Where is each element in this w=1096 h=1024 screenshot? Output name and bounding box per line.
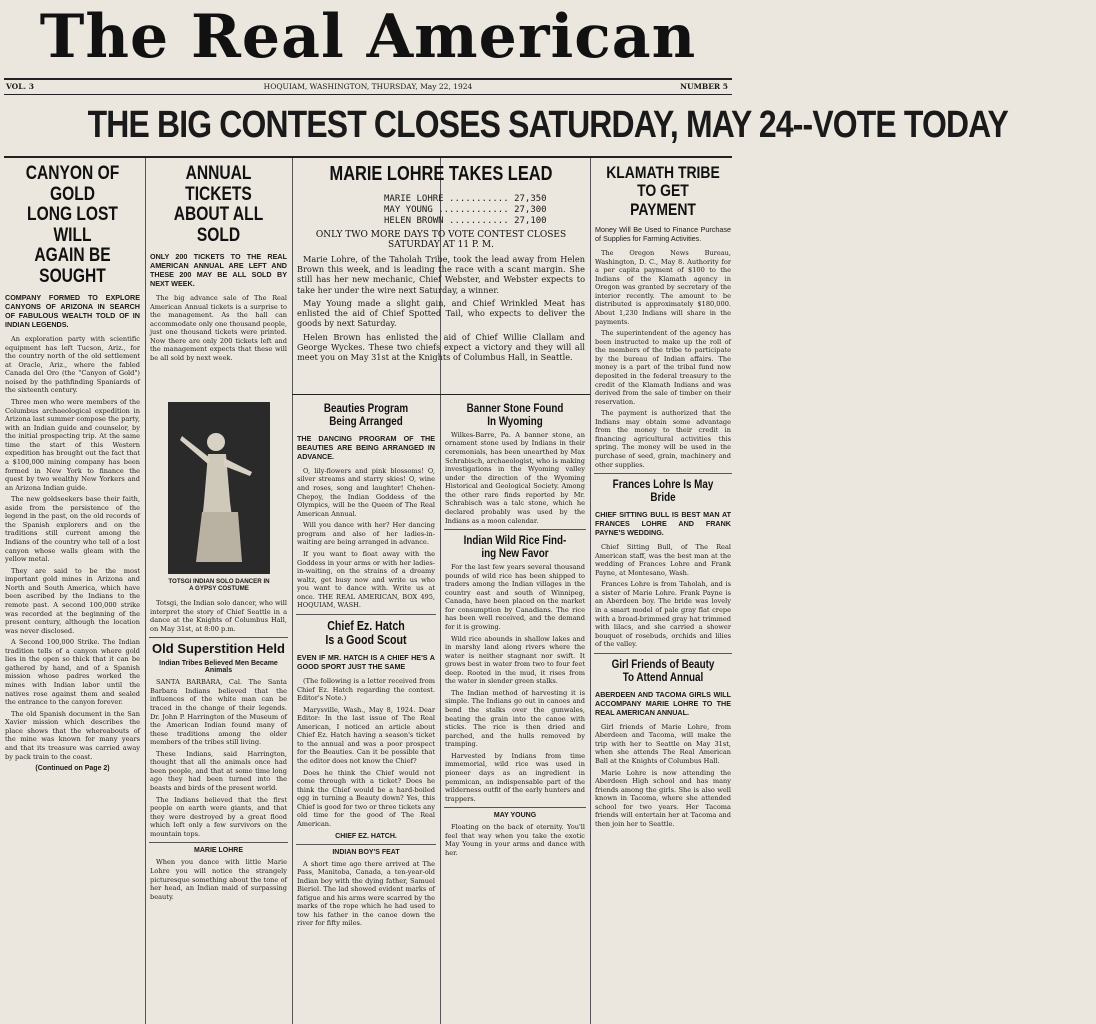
tally-name: HELEN BROWN <box>384 216 444 227</box>
article-separator <box>149 637 288 638</box>
headline-canyon-of-gold: CANYON OF GOLD LONG LOST WILL AGAIN BE SOUGHT <box>25 163 120 287</box>
masthead <box>0 2 736 72</box>
column-banner-stone <box>442 398 588 1024</box>
deck-beauties: THE DANCING PROGRAM OF THE BEAUTIES ARE BEING ARRANGED IN ADVANCE. <box>297 433 435 461</box>
dateline-volume: VOL. 3 <box>6 82 34 91</box>
tally-votes: 27,350 <box>514 193 547 204</box>
headline-girl-friends: Girl Friends of Beauty To Attend Annual <box>611 656 715 684</box>
lead-story <box>294 160 588 390</box>
tally-name: MAY YOUNG <box>384 204 433 215</box>
article-paragraph: The Indian method of harvesting it is simple. The Indians go out in canoes and bend the stalks over the gunwales, beating the grain into the canoe with sticks. The rice is then dried and parched, and the hulls removed by tramping. <box>445 688 585 749</box>
article-paragraph: The old Spanish document in the San Xavier mission which describes the place shows that the whereabouts of the mine was known for many years and that its treasure was carried away by pack train to the coast. <box>5 709 140 761</box>
headline-lead-story: MARIE LOHRE TAKES LEAD <box>329 163 553 185</box>
article-separator <box>296 614 436 615</box>
deck-frances-lohre: CHIEF SITTING BULL IS BEST MAN AT FRANCES LOHRE AND FRANK PAYNE'S WEDDING. <box>595 510 731 538</box>
column-klamath <box>592 160 734 1024</box>
article-separator <box>149 842 288 843</box>
tally-row: MARIE LOHRE ........... 27,350 <box>384 193 547 204</box>
column-canyon-of-gold <box>2 160 143 1024</box>
dancer-photo <box>168 402 270 574</box>
article-paragraph: Floating on the back of eternity. You'll feel that way when you take the exotic May Young in your arms and dance with her. <box>445 823 585 857</box>
article-paragraph: May Young made a slight gain, and Chief Wrinkled Meat has enlisted the aid of Chief Spotted Tail, who expects to deliver the goods by next Saturday. <box>297 297 585 329</box>
headline-banner-stone: Banner Stone Found In Wyoming <box>466 401 564 428</box>
banner-headline <box>0 96 1008 154</box>
article-paragraph: For the last few years several thousand pounds of wild rice has been shipped to traders among the Indian villages in the country east and south of Winnipeg, Canada, have been placed on the market for consumption by Canadians. The rice has been well received, and the demand for it is growing. <box>445 563 585 631</box>
dateline-number: NUMBER 5 <box>680 82 728 91</box>
lead-story-rule <box>292 394 590 395</box>
article-paragraph: Does he think the Chief would not come through with a ticket? Does he think the Chief would be a hard-boiled egg in turning a Beauty down? Yes, this Chief is good for two or three tickets any old time for the good of The Real American. <box>297 768 435 828</box>
deck-superstition: Indian Tribes Believed Men Became Animals <box>159 660 278 675</box>
vote-tally <box>384 194 588 228</box>
article-paragraph: Harvested by Indians from time immemorial, wild rice was used in pioneer days as an ingredient in pemmican, an indispensable part of the wilderness outfit of the early hunters and trappers. <box>445 751 585 803</box>
article-paragraph: When you dance with little Marie Lohre you will notice the strangely picturesque something about the tone of her head, an Indian maid of surpassing beauty. <box>150 858 287 901</box>
deck-klamath: Money Will Be Used to Finance Purchase of Supplies for Farming Activities. <box>595 225 731 244</box>
tally-name: MARIE LOHRE <box>384 193 444 204</box>
article-separator <box>594 653 732 654</box>
tally-row: HELEN BROWN ........... 27,100 <box>384 216 547 227</box>
article-separator <box>444 807 586 808</box>
article-separator <box>296 844 436 845</box>
deck-lead-story: ONLY TWO MORE DAYS TO VOTE CONTEST CLOSES SATURDAY AT 11 P. M. <box>315 230 567 251</box>
tally-votes: 27,300 <box>514 204 547 215</box>
tally-votes: 27,100 <box>514 216 547 227</box>
article-paragraph: An exploration party with scientific equipment has left Tucson, Ariz., for the country north of the old settlement at Oracle, Ariz., where the fabled Canada del Oro (the "Canyon of Gold") noised by the pathfinding Spaniards of the sixteenth century. <box>5 335 140 395</box>
headline-may-young: MAY YOUNG <box>493 812 537 820</box>
article-paragraph: These Indians, said Harrington, thought that all the animals once had been people, and that at some time long ago they had been turned into the beasts and birds of the present world. <box>150 749 287 793</box>
article-paragraph: Three men who were members of the Columbus archaeological expedition in Arizona last summer compose the party, with an Indian guide and counselor, by the initial prospecting trip. At the same time the start of this Western expedition has brought out the fact that a $100,000 mining company has been formed in New York to finance the quest by two wealthy New Yorkers and an Arizona Indian guide. <box>5 398 140 492</box>
dateline-place-date: HOQUIAM, WASHINGTON, THURSDAY, May 22, 1924 <box>263 82 473 91</box>
deck-canyon-of-gold: COMPANY FORMED TO EXPLORE CANYONS OF ARIZONA IN SEARCH OF FABULOUS WEALTH TOLD OF IN INDIAN LEGENDS. <box>5 293 140 330</box>
article-paragraph: Marie Lohre is now attending the Aberdeen High school and has many friends among the girls. She is also well known in Tacoma, where she attended school for two years. Her Tacoma friends will entertain her at Tacoma and then join her to Seattle. <box>595 768 731 828</box>
masthead-title: The Real American <box>39 2 697 72</box>
article-paragraph: Wilkes-Barre, Pa. A banner stone, an ornament stone used by Indians in their ceremonials, has been unearthed by Max Schrabisch, archaeologist, who is making investigations in the Wyoming valley under the direction of the Wyoming Historical and Geological Society. Among the other rare finds reported by Mr. Schrabisch was a talc stone, which he declared probably was used by the Indians as a moon calendar. <box>445 430 585 525</box>
article-paragraph: SANTA BARBARA, Cal. The Santa Barbara Indians believed that the influences of the white man can be traced in the change of their legends. Dr. John P. Harrington of the Museum of the American Indian found many of these traditions among the older members of the tribes still living. <box>150 678 287 747</box>
article-paragraph: Totsgi, the Indian solo dancer, who will interpret the story of Chief Seattle in a dance at the Knights of Columbus Hall, on May 31st, at 8:00 p.m. <box>150 599 287 633</box>
article-paragraph: The superintendent of the agency has been instructed to make up the roll of the members of the tribe to participate by the bureau of Indian affairs. The money is a part of the tribal fund now deposited in the federal treasury to the credit of the Klamath Indians and was derived from the sale of timber on their reservation. <box>595 329 731 406</box>
article-paragraph: Chief Sitting Bull, of The Real American staff, was the best man at the wedding of Frances Lohre and Frank Payne, at Montesano, Wash. <box>595 543 731 577</box>
article-paragraph: Frances Lohre is from Taholah, and is a sister of Marie Lohre. Frank Payne is an Aberdeen boy. The bride was lovely in a smart model of pale gray flat crepe with a broad-brimmed gray hat trimmed with lilacs, and she carried a shower bouquet of rosebuds, orchids and lilies of the valley. <box>595 580 731 649</box>
deck-chief-hatch: EVEN IF MR. HATCH IS A CHIEF HE'S A GOOD SPORT JUST THE SAME <box>297 652 435 671</box>
headline-klamath: KLAMATH TRIBE TO GET PAYMENT <box>606 163 720 219</box>
article-paragraph: (The following is a letter received from Chief Ez. Hatch regarding the contest. Editor's Note.) <box>297 676 435 703</box>
letter-signature: CHIEF EZ. HATCH. <box>335 832 397 840</box>
banner-headline-text: THE BIG CONTEST CLOSES SATURDAY, MAY 24--VOTE TODAY <box>87 104 1008 146</box>
dancer-figure-icon <box>168 402 270 574</box>
column-divider <box>145 158 146 1024</box>
column-divider <box>590 158 591 1024</box>
article-paragraph: Girl friends of Marie Lohre, from Aberdeen and Tacoma, will make the trip with her to Seattle on May 31st, when she attends The Real American Ball at the Knights of Columbus Hall. <box>595 722 731 765</box>
article-paragraph: The big advance sale of The Real American Annual tickets is a surprise to the management. As the hall can accommodate only one thousand people, just one thousand tickets were printed. Now there are only 200 tickets left and the management expects that these will be all sold by next week. <box>150 294 287 362</box>
photo-caption: TOTSGI INDIAN SOLO DANCER IN A GYPSY COSTUME <box>168 578 270 593</box>
banner-rule <box>4 156 732 158</box>
article-paragraph: The new goldseekers base their faith, aside from the persistence of the legend in the past, on the old records of the Spanish explorers and on the traditions still current among the Indians of the country who tell of a lost canyon whose walls gleam with the yellow metal. <box>5 495 140 564</box>
article-paragraph: The payment is authorized that the Indians may obtain some advantage from the money to their credit in financing agricultural activities this spring. The money will be used in the purchase of seed, grain, machinery and other supplies. <box>595 409 731 469</box>
deck-girl-friends: ABERDEEN AND TACOMA GIRLS WILL ACCOMPANY MARIE LOHRE TO THE REAL AMERICAN ANNUAL. <box>595 689 731 717</box>
headline-indian-boy: INDIAN BOY'S FEAT <box>332 848 400 856</box>
headline-beauties: Beauties Program Being Arranged <box>323 401 409 428</box>
column-divider <box>292 158 293 1024</box>
article-paragraph: The Indians believed that the first people on earth were giants, and that they were destroyed by a great flood which left only a few survivors on the mountain tops. <box>150 795 287 838</box>
article-paragraph: The Oregon News Bureau, Washington, D. C., May 8. Authority for a per capita payment of $100 to the Indians of the Klamath agency in Oregon was granted by secretary of the interior recently. The amount to be distributed is approximately $180,000. About 1,230 Indians will share in the payments. <box>595 249 731 326</box>
continued-note: (Continued on Page 2) <box>35 765 110 773</box>
article-paragraph: Marysville, Wash., May 8, 1924. Dear Editor: In the last issue of The Real American, I noticed an article about Chief Ez. Hatch having a season's ticket to the annual and was a poor prospect for the Beauties. Can it be possible that the editor does not know the Chief? <box>297 705 435 766</box>
headline-annual-tickets: ANNUAL TICKETS ABOUT ALL SOLD <box>173 163 264 246</box>
article-paragraph: A short time ago there arrived at The Pass, Manitoba, Canada, a ten-year-old Indian boy with the dying father, Samuel Bieriel. The lad showed evident marks of fatigue and his arms were scarred by the marks of the rope which he had used to tow his father in the canoe down the river for fifty miles. <box>297 859 435 928</box>
tally-row: MAY YOUNG ............. 27,300 <box>384 204 547 215</box>
article-paragraph: A Second 100,000 Strike. The Indian tradition tells of a canyon where gold lies in the open so thick that it can be gathered by hand, and of a Spanish mission whose padres worked the mines with Indian labor until the natives rose against them and sealed the entrance to the canyon forever. <box>5 638 140 707</box>
article-separator <box>594 473 732 474</box>
column-beauties <box>294 398 438 1024</box>
article-separator <box>444 529 586 530</box>
headline-wild-rice: Indian Wild Rice Find- ing New Favor <box>463 533 567 561</box>
article-paragraph: If you want to float away with the Goddess in your arms or with her ladies-in-waiting, on the strains of a dreamy waltz, get busy now and write us who you want to dance with. Write us at once. THE REAL AMERICAN, BOX 495, HOQUIAM, WASH. <box>297 549 435 610</box>
article-paragraph: Marie Lohre, of the Taholah Tribe, took the lead away from Helen Brown this week, and is leading the race with a scant margin. She still has her new mechanic, Chief Webster, and Webster expects to take her under the wire next Saturday, a winner. <box>297 253 585 295</box>
headline-frances-lohre: Frances Lohre Is May Bride <box>612 477 714 505</box>
column-annual-lower <box>147 596 290 1024</box>
deck-annual-tickets: ONLY 200 TICKETS TO THE REAL AMERICAN ANNUAL ARE LEFT AND THESE 200 MAY BE ALL SOLD BY NEXT WEEK. <box>150 252 287 289</box>
article-paragraph: Wild rice abounds in shallow lakes and in marshy land along rivers where the water is neither stagnant nor swift. It grows best in water from two to four feet deep. Rooted in the mud, it rises from the water in slender green stalks. <box>445 634 585 686</box>
article-paragraph: O, lily-flowers and pink blossoms! O, silver streams and starry skies! O, wine and roses, song and laughter! Chehen-Chepoy, the Indian Goddess of the Olympics, will be the Queen of The Real American Annual. <box>297 466 435 518</box>
article-paragraph: Will you dance with her? Her dancing program and also of her ladies-in-waiting are being arranged in advance. <box>297 521 435 547</box>
headline-superstition: Old Superstition Held <box>152 641 285 657</box>
article-paragraph: They are said to be the most important gold mines in Arizona and North and South America, which have been ascribed by the Indians to the remote past. A second 100,000 strike was recorded at the beginning of the present century, although the location was never disclosed. <box>5 566 140 635</box>
headline-chief-hatch: Chief Ez. Hatch Is a Good Scout <box>325 617 407 647</box>
article-paragraph: Helen Brown has enlisted the aid of Chief Willie Clallam and George Wyckes. These two chiefs expect a victory and they will all meet you on May 31st at the Knights of Columbus Hall, in Seattle. <box>297 331 585 363</box>
dateline <box>4 78 732 95</box>
headline-marie-lohre: MARIE LOHRE <box>194 847 243 855</box>
